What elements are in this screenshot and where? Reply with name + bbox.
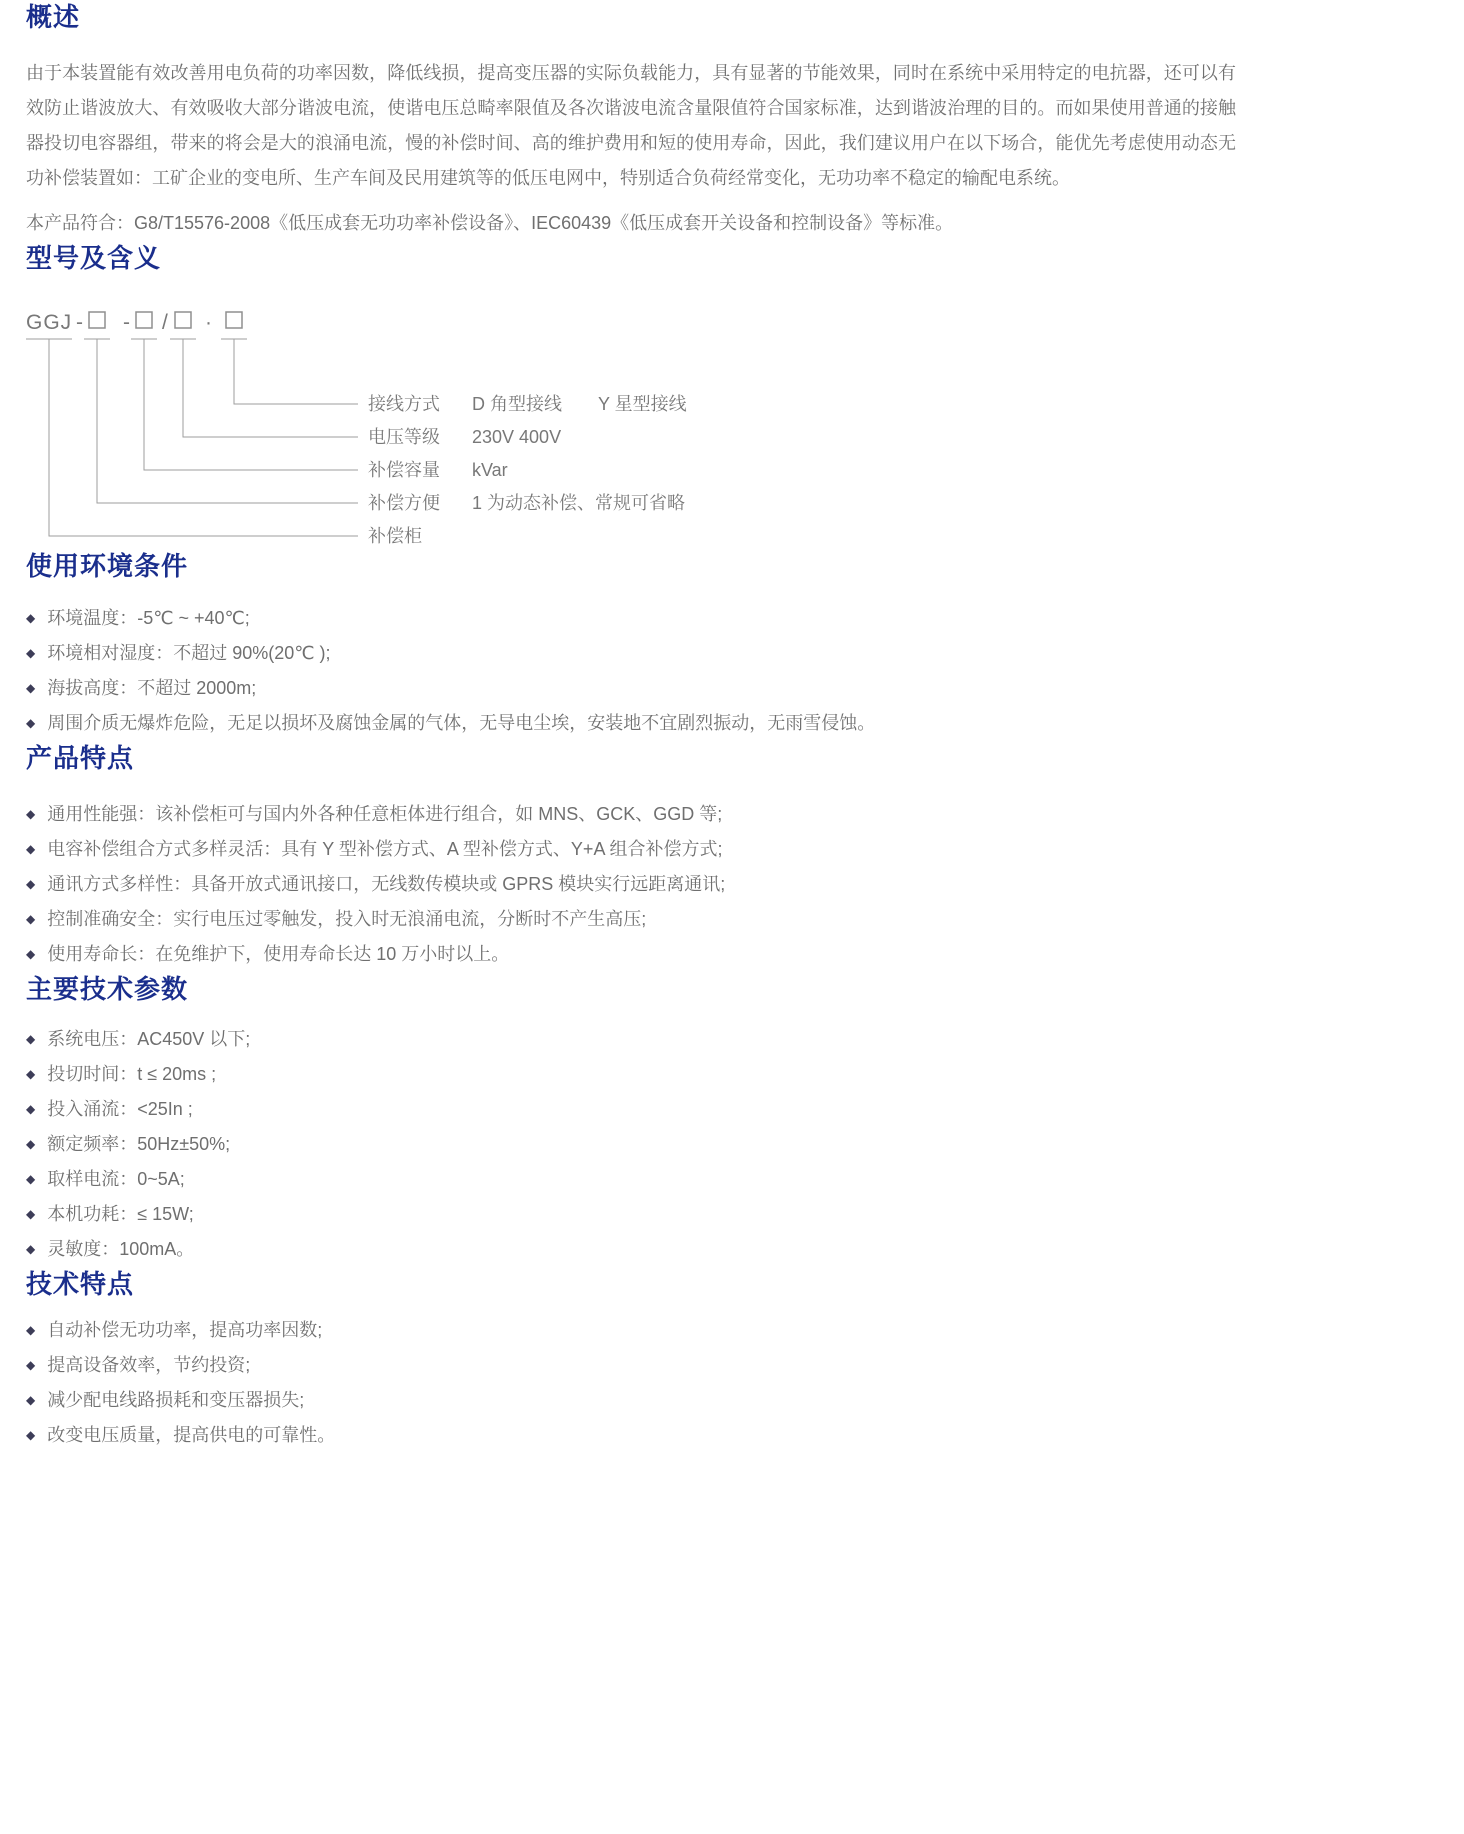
diamond-bullet-icon: ◆ [26, 1207, 36, 1221]
list-item [26, 867, 1438, 902]
diagram-row-value-voltage: 230V 400V [472, 427, 562, 447]
list-item [26, 1092, 1438, 1127]
list-item [26, 706, 1438, 741]
diamond-bullet-icon: ◆ [26, 1242, 36, 1256]
environment-list [26, 601, 1438, 741]
model-code-box-3 [175, 312, 191, 328]
model-code-box-2 [136, 312, 152, 328]
list-item [26, 636, 1438, 671]
diagram-row-name-capacity: 补偿容量 [368, 460, 440, 480]
list-item [26, 1348, 1438, 1383]
connector-wiring-mode [234, 339, 358, 404]
section-title-features: 产品特点 [26, 743, 135, 773]
model-code-diagram [26, 299, 1238, 549]
list-item [26, 1057, 1438, 1092]
list-item-text: 使用寿命长：在免维护下，使用寿命长达 10 万小时以上。 [47, 944, 510, 964]
list-item-text: 额定频率：50Hz±50%; [47, 1134, 231, 1154]
list-item-text: 本机功耗：≤ 15W; [47, 1204, 194, 1224]
list-item-text: 电容补偿组合方式多样灵活：具有 Y 型补偿方式、A 型补偿方式、Y+A 组合补偿方式; [47, 839, 723, 859]
list-item-text: 投入涌流：<25In ; [47, 1099, 193, 1119]
diamond-bullet-icon: ◆ [26, 681, 36, 695]
list-item [26, 601, 1438, 636]
list-item-text: 改变电压质量，提高供电的可靠性。 [47, 1425, 336, 1445]
diamond-bullet-icon: ◆ [26, 1393, 36, 1407]
model-code-box-1 [89, 312, 105, 328]
diagram-row-value-capacity: kVar [472, 460, 508, 480]
model-code-box-4 [226, 312, 242, 328]
list-item [26, 1383, 1438, 1418]
features-list [26, 797, 1438, 972]
list-item [26, 1232, 1438, 1267]
parameters-list [26, 1022, 1438, 1267]
list-item [26, 1127, 1438, 1162]
list-item [26, 671, 1438, 706]
list-item-text: 海拔高度：不超过 2000m; [47, 678, 257, 698]
list-item [26, 1162, 1438, 1197]
diagram-row-value-wiring: D 角型接线 Y 星型接线 [472, 394, 687, 414]
diamond-bullet-icon: ◆ [26, 1358, 36, 1372]
list-item-text: 通用性能强：该补偿柜可与国内外各种任意柜体进行组合，如 MNS、GCK、GGD 等; [47, 804, 723, 824]
diagram-row-name-cabinet: 补偿柜 [368, 526, 422, 546]
list-item [26, 1418, 1438, 1453]
tech-features-list [26, 1313, 1438, 1453]
diamond-bullet-icon: ◆ [26, 1067, 36, 1081]
list-item-text: 通讯方式多样性：具备开放式通讯接口，无线数传模块或 GPRS 模块实行远距离通讯; [47, 874, 726, 894]
list-item [26, 1197, 1438, 1232]
model-code-dash1: - [76, 311, 84, 334]
list-item-text: 自动补偿无功功率，提高功率因数; [47, 1320, 323, 1340]
section-title-parameters: 主要技术参数 [26, 974, 189, 1004]
diamond-bullet-icon: ◆ [26, 912, 36, 926]
list-item-text: 提高设备效率，节约投资; [47, 1355, 251, 1375]
model-code-slash: / [162, 311, 169, 334]
list-item-text: 系统电压：AC450V 以下; [47, 1029, 251, 1049]
diamond-bullet-icon: ◆ [26, 1032, 36, 1046]
list-item-text: 控制准确安全：实行电压过零触发，投入时无浪涌电流，分断时不产生高压; [47, 909, 647, 929]
diamond-bullet-icon: ◆ [26, 947, 36, 961]
diamond-bullet-icon: ◆ [26, 1102, 36, 1116]
list-item-text: 环境温度：-5℃ ~ +40℃; [47, 608, 250, 628]
connector-voltage-level [183, 339, 358, 437]
diagram-row-name-voltage: 电压等级 [368, 427, 440, 447]
list-item-text: 投切时间：t ≤ 20ms ; [47, 1064, 217, 1084]
diamond-bullet-icon: ◆ [26, 807, 36, 821]
section-title-tech-features: 技术特点 [26, 1269, 135, 1299]
diagram-row-name-comp-mode: 补偿方便 [368, 493, 440, 513]
list-item-text: 减少配电线路损耗和变压器损失; [47, 1390, 305, 1410]
list-item [26, 902, 1438, 937]
section-title-environment: 使用环境条件 [26, 551, 189, 581]
list-item [26, 1022, 1438, 1057]
model-code-prefix: GGJ [26, 311, 73, 334]
diamond-bullet-icon: ◆ [26, 716, 36, 730]
section-title-overview: 概述 [26, 2, 81, 32]
list-item-text: 周围介质无爆炸危险，无足以损坏及腐蚀金属的气体，无导电尘埃，安装地不宜剧烈振动，无雨雪侵蚀。 [47, 713, 876, 733]
diagram-row-value-comp-mode: 1 为动态补偿、常规可省略 [472, 493, 686, 513]
list-item-text: 取样电流：0~5A; [47, 1169, 185, 1189]
overview-standards-line: 本产品符合：G8/T15576-2008《低压成套无功功率补偿设备》、IEC60439《低压成套开关设备和控制设备》等标准。 [26, 213, 954, 233]
diamond-bullet-icon: ◆ [26, 1323, 36, 1337]
overview-paragraph: 由于本装置能有效改善用电负荷的功率因数，降低线损，提高变压器的实际负载能力，具有显著的节能效果，同时在系统中采用特定的电抗器，还可以有效防止谐波放大、有效吸收大部分谐波电流，使谐电压总畸率限值及各次谐波电流含量限值符合国家标准，达到谐波治理的目的。而如果使用普通的接触器投切电容器组，带来的将会是大的浪涌电流，慢的补偿时间、高的维护费用和短的使用寿命，因此，我们建议用户在以下场合，能优先考虑使用动态无功补偿装置如：工矿企业的变电所、生产车间及民用建筑等的低压电网中，特别适合负荷经常变化，无功功率不稳定的输配电系统。 [26, 63, 1236, 188]
model-code-dot: · [205, 311, 213, 334]
diagram-row-name-wiring: 接线方式 [368, 394, 440, 414]
connector-compensation-mode [97, 339, 358, 503]
list-item [26, 797, 1438, 832]
list-item-text: 灵敏度：100mA。 [47, 1239, 195, 1259]
list-item [26, 937, 1438, 972]
diamond-bullet-icon: ◆ [26, 611, 36, 625]
section-title-model-meaning: 型号及含义 [26, 243, 162, 273]
diamond-bullet-icon: ◆ [26, 1428, 36, 1442]
model-code-dash2: - [123, 311, 131, 334]
diamond-bullet-icon: ◆ [26, 1172, 36, 1186]
diamond-bullet-icon: ◆ [26, 842, 36, 856]
diamond-bullet-icon: ◆ [26, 877, 36, 891]
list-item [26, 832, 1438, 867]
diamond-bullet-icon: ◆ [26, 1137, 36, 1151]
list-item-text: 环境相对湿度：不超过 90%(20℃ ); [47, 643, 331, 663]
list-item [26, 1313, 1438, 1348]
diamond-bullet-icon: ◆ [26, 646, 36, 660]
